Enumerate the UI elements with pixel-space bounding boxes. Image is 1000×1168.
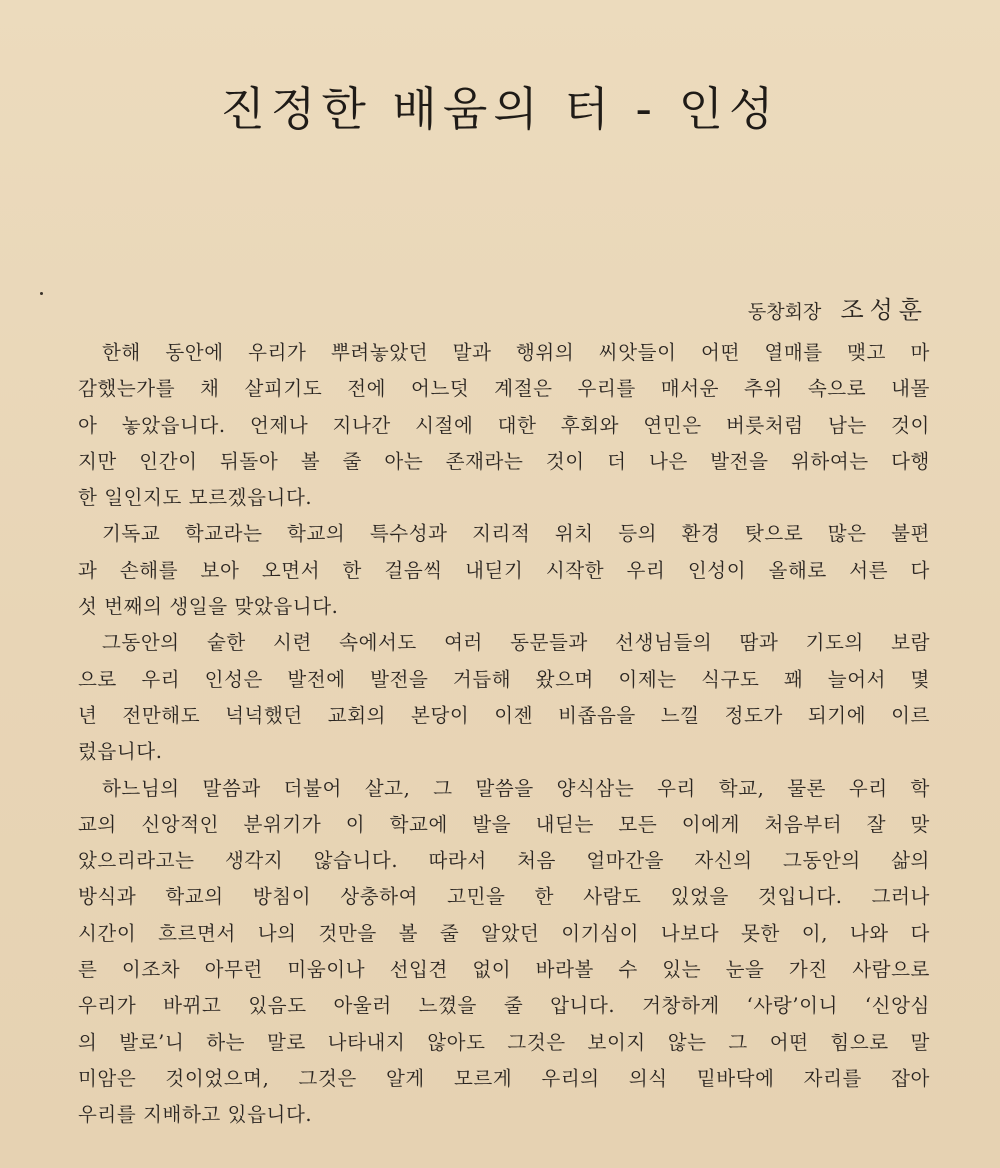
text-line: 섯 번째의 생일을 맞았읍니다. xyxy=(78,595,339,619)
text-line: 지만 인간이 뒤돌아 볼 줄 아는 존재라는 것이 더 나은 발전을 위하여는 다행 xyxy=(78,449,930,473)
text-line: 그동안의 숱한 시련 속에서도 여러 동문들과 선생님들의 땀과 기도의 보람 xyxy=(102,631,930,655)
paragraph xyxy=(78,771,930,1134)
text-line: 른 이조차 아무런 미움이나 선입견 없이 바라볼 수 있는 눈을 가진 사람으로 xyxy=(78,958,930,982)
paragraph xyxy=(78,516,930,625)
text-line: 았으리라고는 생각지 않습니다. 따라서 처음 얼마간을 자신의 그동안의 삶의 xyxy=(78,849,930,873)
author-name: 조성훈 xyxy=(840,296,928,324)
text-line: 하느님의 말씀과 더불어 살고, 그 말씀을 양식삼는 우리 학교, 물론 우리 학 xyxy=(102,776,930,800)
text-line: 우리가 바뀌고 있음도 아울러 느꼈을 줄 압니다. 거창하게 ‘사랑’이니 ‘신앙심 xyxy=(78,994,930,1018)
paragraph xyxy=(78,625,930,770)
text-line: 방식과 학교의 방침이 상충하여 고민을 한 사람도 있었을 것입니다. 그러나 xyxy=(78,885,930,909)
article-body xyxy=(78,335,930,1134)
page-title: 진정한 배움의 터 - 인성 xyxy=(220,81,780,136)
text-line: 우리를 지배하고 있읍니다. xyxy=(78,1103,313,1127)
byline xyxy=(748,290,928,325)
text-line: 기독교 학교라는 학교의 특수성과 지리적 위치 등의 환경 탓으로 많은 불편 xyxy=(102,522,930,546)
text-line: 아 놓았읍니다. 언제나 지나간 시절에 대한 후회와 연민은 버릇처럼 남는 것이 xyxy=(78,413,930,437)
text-line: 년 전만해도 넉넉했던 교회의 본당이 이젠 비좁음을 느낄 정도가 되기에 이르 xyxy=(78,703,930,727)
author-role: 동창회장 xyxy=(747,301,822,323)
text-line: 미암은 것이었으며, 그것은 알게 모르게 우리의 의식 밑바닥에 자리를 잡아 xyxy=(78,1066,930,1090)
text-line: 교의 신앙적인 분위기가 이 학교에 발을 내딛는 모든 이에게 처음부터 잘 맞 xyxy=(78,812,930,836)
text-line: 의 발로’니 하는 말로 나타내지 않아도 그것은 보이지 않는 그 어떤 힘으로 말 xyxy=(78,1030,930,1054)
text-line: 감했는가를 채 살피기도 전에 어느덧 계절은 우리를 매서운 추위 속으로 내몰 xyxy=(78,377,930,401)
text-line: 으로 우리 인성은 발전에 발전을 거듭해 왔으며 이제는 식구도 꽤 늘어서 몇 xyxy=(78,667,930,691)
ink-speck xyxy=(40,292,43,295)
text-line: 한해 동안에 우리가 뿌려놓았던 말과 행위의 씨앗들이 어떤 열매를 맺고 마 xyxy=(102,341,930,364)
text-line: 과 손해를 보아 오면서 한 걸음씩 내딛기 시작한 우리 인성이 올해로 서른 다 xyxy=(78,558,930,582)
text-line: 한 일인지도 모르겠읍니다. xyxy=(78,486,313,510)
paragraph xyxy=(78,335,930,516)
text-line: 시간이 흐르면서 나의 것만을 볼 줄 알았던 이기심이 나보다 못한 이, 나와 다 xyxy=(78,921,930,945)
text-line: 렀읍니다. xyxy=(78,740,163,764)
